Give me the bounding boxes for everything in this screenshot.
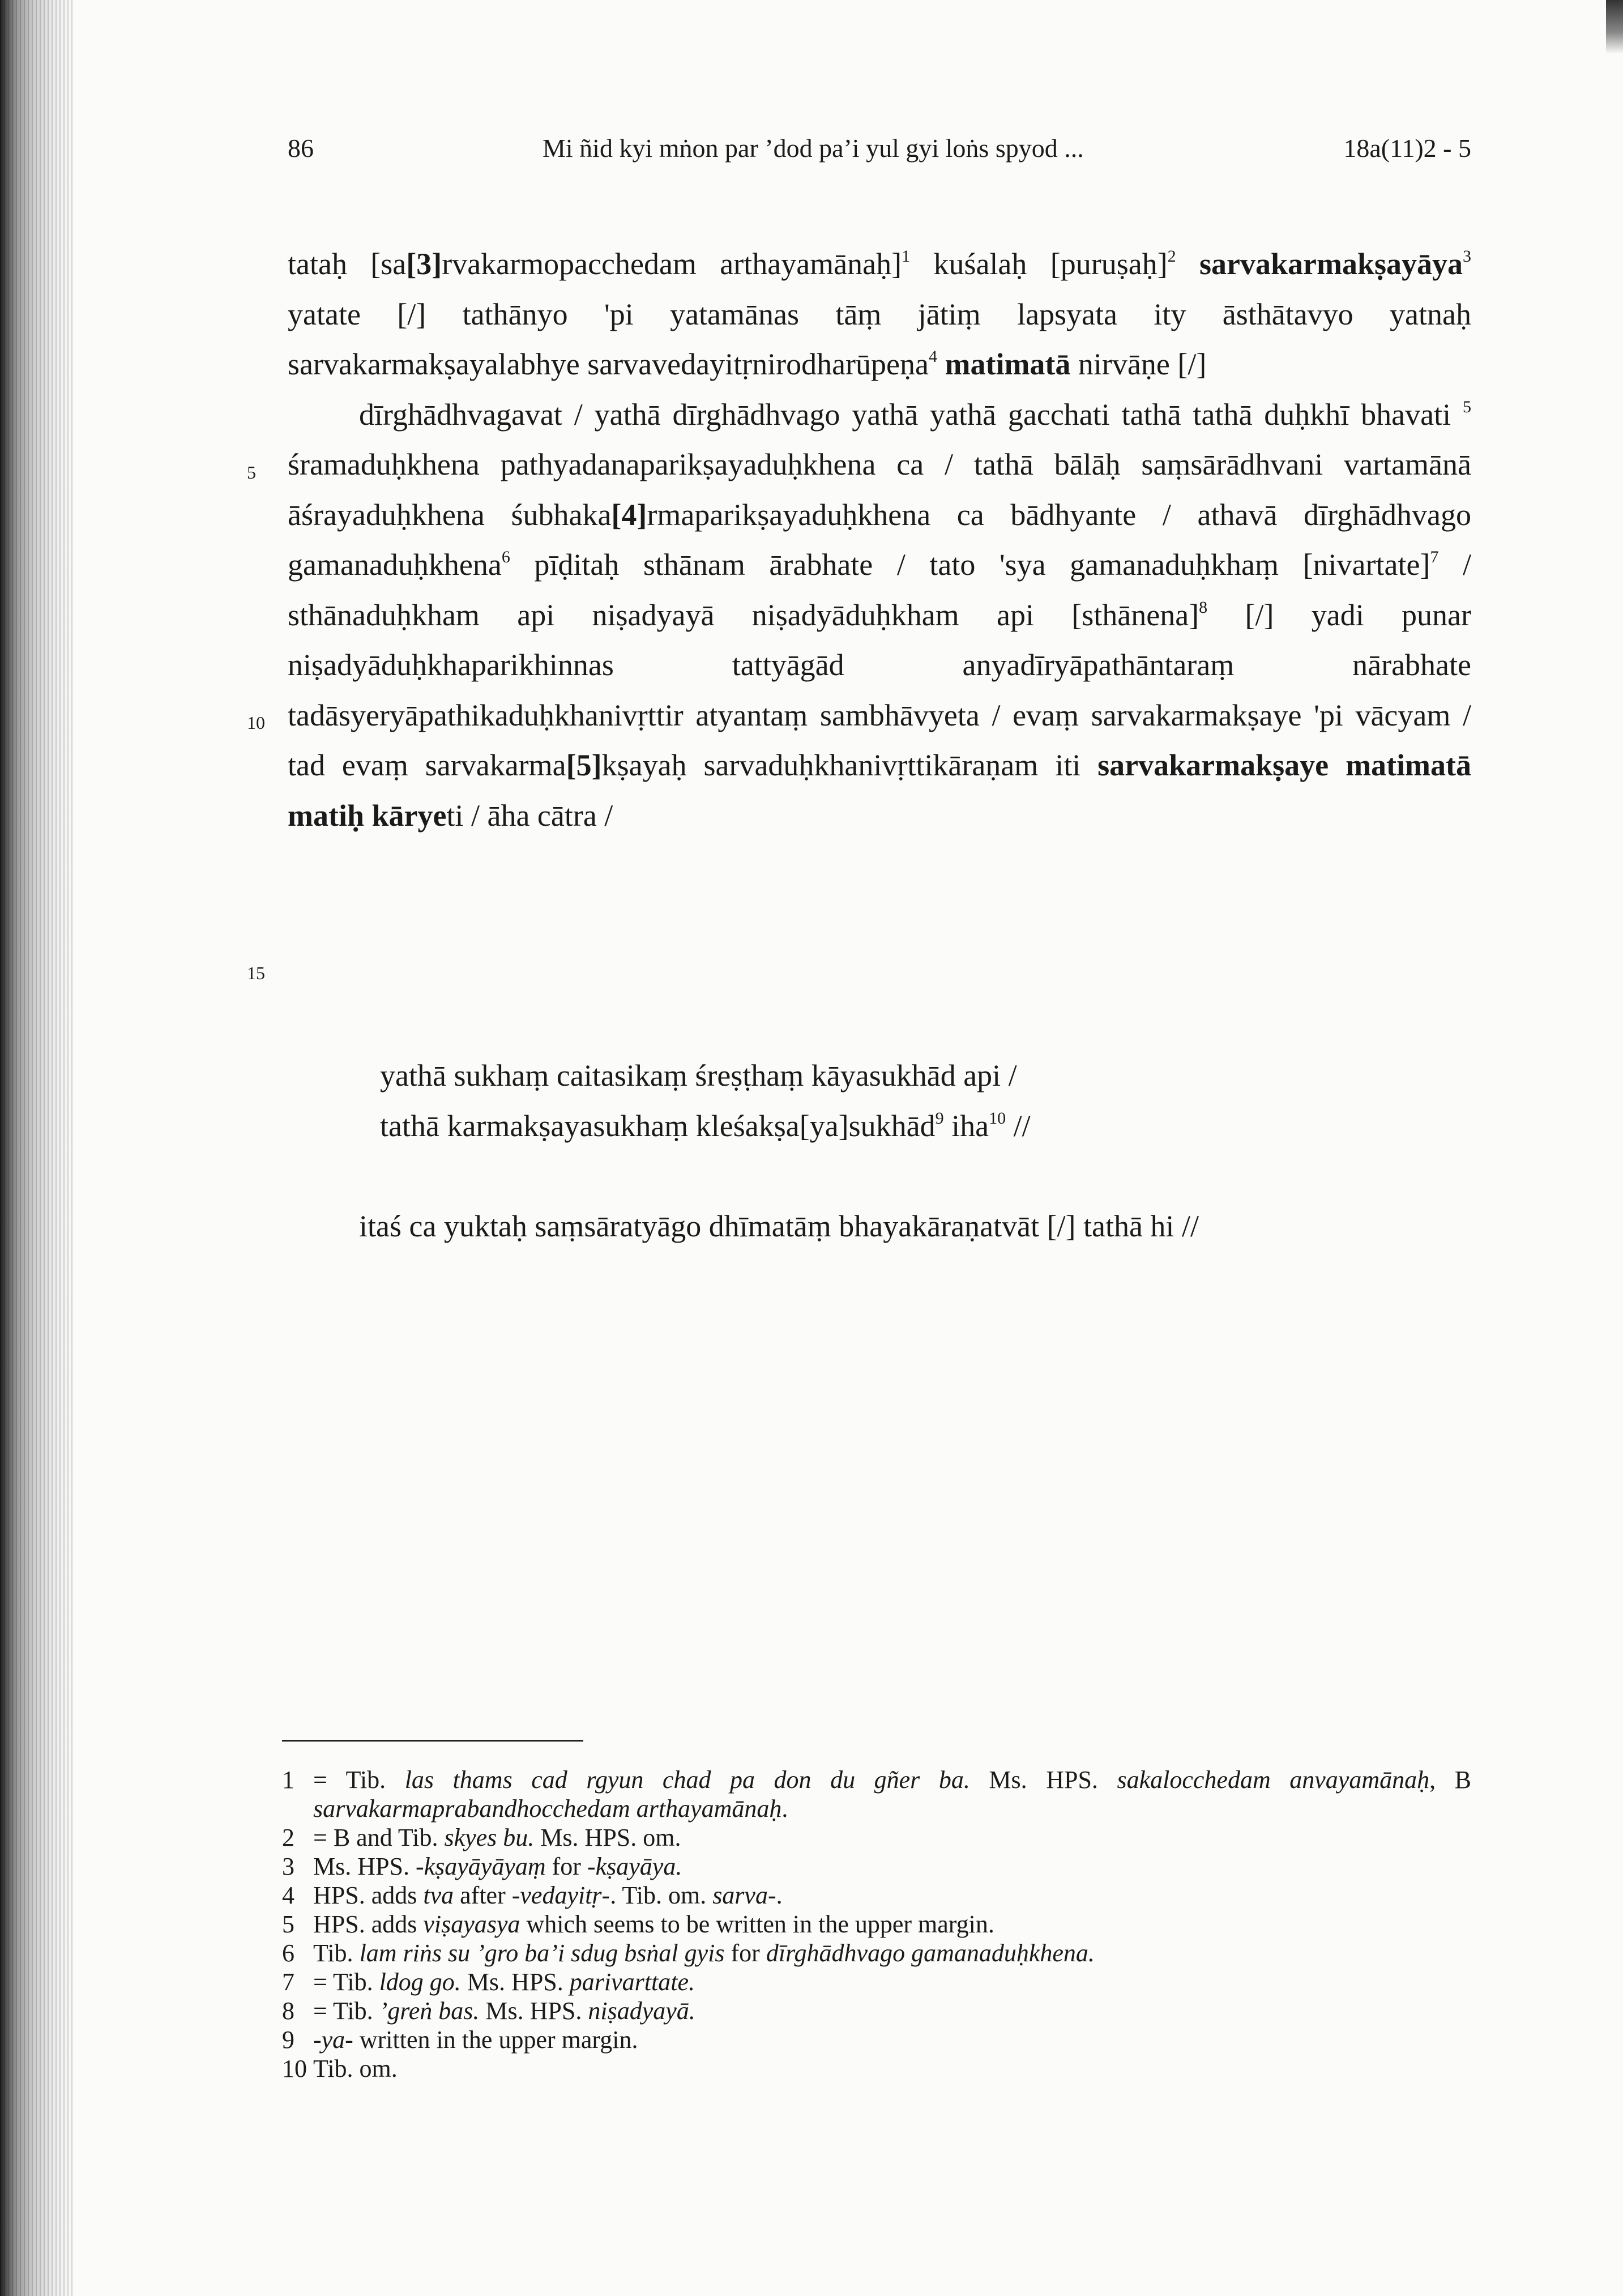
footnote-item: 9 -ya- written in the upper margin. <box>282 2026 638 2054</box>
line-number-5: 5 <box>247 462 256 483</box>
line-number-15: 15 <box>247 963 265 983</box>
footnote-item: 8 = Tib. ’greṅ bas. Ms. HPS. niṣadyayā. <box>282 1997 695 2025</box>
verse <box>380 1051 1399 1151</box>
footnote-ref[interactable]: 1 <box>902 247 911 266</box>
line-number-10: 10 <box>247 712 265 733</box>
footnote-ref[interactable]: 4 <box>928 347 937 366</box>
footnote-ref[interactable]: 5 <box>1463 397 1471 416</box>
page-number: 86 <box>288 134 314 163</box>
main-text <box>288 239 1471 840</box>
verse-line-1: yathā sukhaṃ caitasikaṃ śreṣṭhaṃ kāyasukhād api / <box>380 1059 1017 1092</box>
footnotes <box>282 1765 1471 2083</box>
running-head <box>288 131 1471 165</box>
footnote-item: 4 HPS. adds tva after -vedayitṛ-. Tib. om. sarva-. <box>282 1881 783 1909</box>
folio-marker: [3] <box>406 247 442 281</box>
footnote-item: 5 HPS. adds viṣayasya which seems to be written in the upper margin. <box>282 1910 994 1938</box>
verse-line-2: tathā karmakṣayasukhaṃ kleśakṣa[ya]sukhād$^9$ iha$^{10}$ // <box>380 1108 1031 1143</box>
footnote-item: 2 = B and Tib. skyes bu. Ms. HPS. om. <box>282 1824 681 1851</box>
folio-reference: 18a(11)2 - 5 <box>1343 134 1471 163</box>
running-title: Mi ñid kyi mṅon par ’dod pa’i yul gyi loṅs spyod ... <box>543 134 1084 163</box>
folio-marker: [4] <box>611 497 647 532</box>
footnote-item: 7 = Tib. ldog go. Ms. HPS. parivarttate. <box>282 1968 695 1996</box>
footnote-ref[interactable]: 2 <box>1167 247 1176 266</box>
footnote-ref[interactable]: 6 <box>501 548 510 566</box>
footnote-rule <box>282 1740 583 1742</box>
lemma-bold: sarvakarmakṣayāya <box>1199 247 1463 281</box>
lemma-bold: sarvakarmakṣaye matimatā matiḥ kārye <box>288 748 1472 833</box>
footnote-item: 10 Tib. om. <box>282 2055 398 2082</box>
footnote-ref[interactable]: 7 <box>1430 548 1439 566</box>
footnote-ref[interactable]: 8 <box>1199 598 1208 617</box>
paragraph-3: itaś ca yuktaḥ saṃsāratyāgo dhīmatāṃ bhayakāraṇatvāt [/] tathā hi // <box>359 1209 1199 1243</box>
paragraph-2: dīrghādhvagavat / yathā dīrghādhvago yathā yathā gacchati tathā tathā duḥkhī bhavati $^5$ śramaduḥkhena pathyadanaparikṣayaduḥkhena ca / tathā bālāḥ saṃsārādhvani vartamānā āśrayaduḥkhena śubhaka[4]rmaparikṣayaduḥkhena ca bādhyante / athavā dīrghādhvago gamanaduḥkhena$^6$ pīḍitaḥ sthānam ārabhate / tato 'sya gamanaduḥkhaṃ [nivartate]$^7$ / sthānaduḥkham api niṣadyayā niṣadyāduḥkham api [sthānena]$^8$ [/] yadi punar niṣadyāduḥkhaparikhinnas tattyāgād anyadīryāpathāntaraṃ nārabhate tadāsyeryāpathikaduḥkhanivṛttir atyantaṃ sambhāvyeta / evaṃ sarvakarmakṣaye 'pi vācyam / tad evaṃ sarvakarma[5]kṣayaḥ sarvaduḥkhanivṛttikāraṇam iti sarvakarmakṣaye matimatā matiḥ kāryeti / āha cātra / <box>288 397 1472 833</box>
footnote-item: 6 Tib. lam riṅs su ’gro ba’i sdug bsṅal gyis for dīrghādhvago gamanaduḥkhena. <box>282 1939 1095 1967</box>
folio-marker: [5] <box>566 748 602 782</box>
lemma-bold: matimatā <box>945 347 1071 381</box>
footnote-item: 1 = Tib. las thams cad rgyun chad pa don du gñer ba. Ms. HPS. sakalocchedam anvayamānaḥ, B sarvakarmaprabandhocchedam arthayamānaḥ. <box>282 1766 1472 1823</box>
footnote-ref[interactable]: 3 <box>1463 247 1472 266</box>
footnote-item: 3 Ms. HPS. -kṣayāyāyaṃ for -kṣayāya. <box>282 1853 682 1880</box>
scan-corner-mark <box>1606 0 1623 54</box>
footnote-ref[interactable]: 10 <box>989 1108 1006 1128</box>
book-spine-shadow <box>0 0 74 2296</box>
footnote-ref[interactable]: 9 <box>935 1108 944 1128</box>
paragraph-1: tataḥ [sa[3]rvakarmopacchedam arthayamānaḥ]$^1$ kuśalaḥ [puruṣaḥ]$^2$ sarvakarmakṣayāya$^3$ yatate [/] tathānyo 'pi yatamānas tāṃ jātiṃ lapsyata ity āsthātavyo yatnaḥ sarvakarmakṣayalabhye sarvavedayitṛnirodharūpeṇa$^4$ matimatā nirvāṇe [/] <box>288 247 1472 381</box>
